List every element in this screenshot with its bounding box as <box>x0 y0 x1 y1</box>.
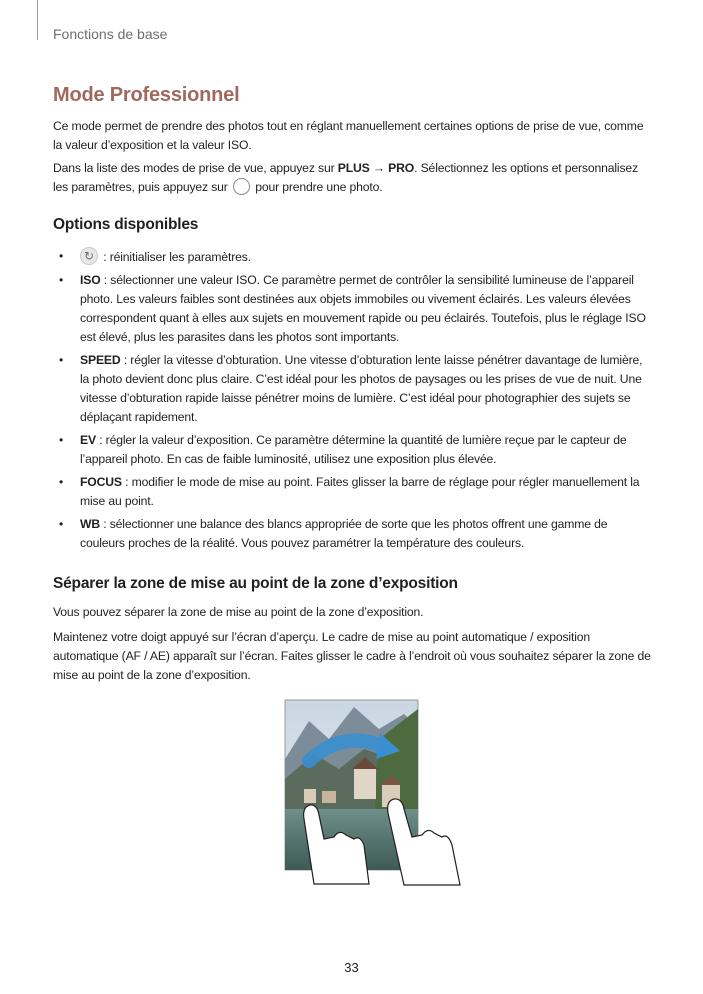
item-text: : réinitialiser les paramètres. <box>100 250 251 264</box>
list-item <box>53 515 651 553</box>
page-title: Mode Professionnel <box>53 84 240 106</box>
separate-heading: Séparer la zone de mise au point de la zone d’exposition <box>53 575 458 592</box>
list-item <box>53 351 651 427</box>
intro-text: pour prendre une photo. <box>251 180 383 194</box>
options-heading: Options disponibles <box>53 216 199 233</box>
plus-label: PLUS <box>337 161 370 175</box>
right-hand-icon <box>388 799 460 885</box>
item-label: FOCUS <box>80 475 122 489</box>
shutter-icon <box>233 178 250 195</box>
bullet: • <box>59 353 64 367</box>
item-label: SPEED <box>80 353 121 367</box>
page-number: 33 <box>344 960 359 975</box>
bullet: • <box>59 249 64 263</box>
pro-label: PRO <box>388 161 415 175</box>
item-text: : sélectionner une balance des blancs appropriée de sorte que les photos offrent une gamme de couleurs proches de la réalité. Vous pouvez paramétrer la température des couleurs. <box>80 517 608 550</box>
arrow-text: → <box>369 161 389 175</box>
item-text: : modifier le mode de mise au point. Faites glisser la barre de réglage pour régler manuellement la mise au point. <box>80 475 640 508</box>
separate-paragraph-1: Vous pouvez séparer la zone de mise au point de la zone d’exposition. <box>53 605 424 619</box>
item-text: : régler la vitesse d’obturation. Une vitesse d’obturation lente laisse pénétrer davantage de lumière, la photo devient donc plus claire. C’est idéal pour les photos de paysages ou les prises de vue de nuit. Une vitesse d’obturation rapide laisse pénétrer moins de lumière. C’est idéal pour photographier des sujets se déplaçant rapidement. <box>80 353 643 424</box>
list-item <box>53 247 651 267</box>
list-item <box>53 271 651 347</box>
list-item <box>53 473 651 511</box>
item-label: WB <box>80 517 101 531</box>
item-text: : sélectionner une valeur ISO. Ce paramètre permet de contrôler la sensibilité lumineuse de l’appareil photo. Les valeurs faibles sont destinées aux objets immobiles ou vivement éclairés. Les valeurs élevées correspondent quant à elles aux sujets en mouvement rapide ou peu éclairés. Toutefois, plus le réglage ISO est élevé, plus les parasites dans les photos sont importants. <box>80 273 646 344</box>
intro-paragraph-1: Ce mode permet de prendre des photos tout en réglant manuellement certaines options de prise de vue, comme la valeur d’exposition et la valeur ISO. <box>53 119 644 152</box>
bullet: • <box>59 475 64 489</box>
bullet: • <box>59 273 64 287</box>
list-item <box>53 431 651 469</box>
section-header: Fonctions de base <box>53 26 168 42</box>
intro-text: . Sélectionnez les options et personnalisez les paramètres, puis appuyez sur <box>53 161 639 194</box>
drag-gesture-illustration <box>284 699 464 889</box>
intro-text: Dans la liste des modes de prise de vue, appuyez sur <box>53 161 338 175</box>
bullet: • <box>59 433 64 447</box>
reset-icon <box>80 247 98 265</box>
options-list <box>53 247 651 557</box>
bullet: • <box>59 517 64 531</box>
item-label: ISO <box>80 273 101 287</box>
item-text: : régler la valeur d’exposition. Ce paramètre détermine la quantité de lumière reçue par le capteur de l’appareil photo. En cas de faible luminosité, utilisez une exposition plus élevée. <box>80 433 627 466</box>
header-rule <box>37 0 38 40</box>
intro-paragraph-2 <box>53 159 651 197</box>
item-label: EV <box>80 433 96 447</box>
separate-paragraph-2: Maintenez votre doigt appuyé sur l’écran d’aperçu. Le cadre de mise au point automatique / exposition automatique (AF / AE) apparaît sur l’écran. Faites glisser le cadre à l’endroit où vous souhaitez séparer la zone de mise au point de la zone d’exposition. <box>53 630 651 682</box>
